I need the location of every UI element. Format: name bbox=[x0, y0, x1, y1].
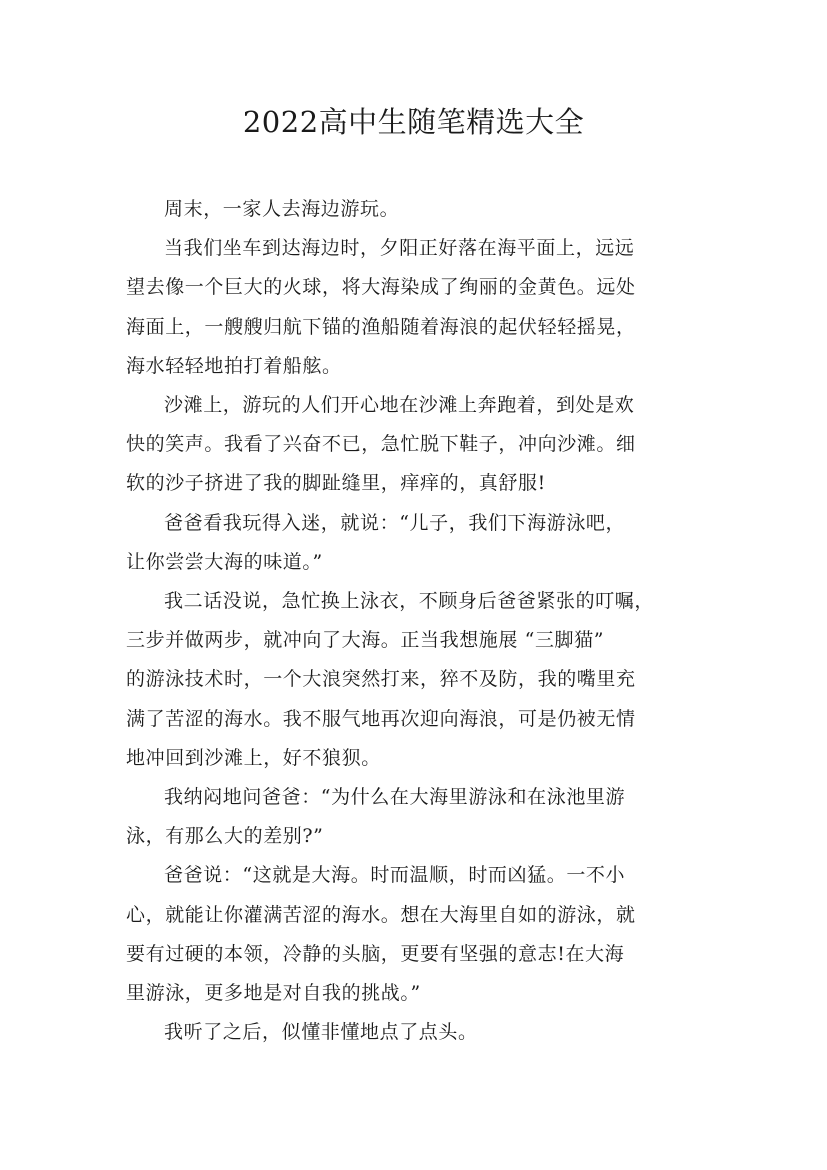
text-line: 海水轻轻地拍打着船舷。 bbox=[126, 354, 342, 377]
text-line: 海面上，一艘艘归航下锚的渔船随着海浪的起伏轻轻摇晃， bbox=[126, 315, 636, 338]
text-line: 爸爸看我玩得入迷，就说：“儿子，我们下海游泳吧， bbox=[164, 511, 626, 534]
text-line: 的游泳技术时，一个大浪突然打来，猝不及防，我的嘴里充 bbox=[126, 668, 636, 691]
text-line: 里游泳，更多地是对自我的挑战。” bbox=[126, 982, 421, 1005]
paragraph bbox=[126, 582, 704, 778]
text-line: 心，就能让你灌满苦涩的海水。想在大海里自如的游泳，就 bbox=[126, 903, 636, 926]
text-line: 我纳闷地问爸爸：“为什么在大海里游泳和在泳池里游 bbox=[164, 786, 626, 809]
paragraph bbox=[126, 778, 704, 856]
paragraph bbox=[126, 1013, 704, 1052]
text-line: 软的沙子挤进了我的脚趾缝里，痒痒的，真舒服! bbox=[126, 472, 546, 495]
paragraph bbox=[126, 229, 704, 386]
text-line: 快的笑声。我看了兴奋不已，急忙脱下鞋子，冲向沙滩。细 bbox=[126, 433, 636, 456]
text-line: 我听了之后，似懂非懂地点了点头。 bbox=[164, 1021, 478, 1044]
text-line: 要有过硬的本领，冷静的头脑，更要有坚强的意志!在大海 bbox=[126, 942, 625, 965]
text-line: 让你尝尝大海的味道。” bbox=[126, 550, 323, 573]
paragraph bbox=[126, 190, 704, 229]
text-line: 当我们坐车到达海边时，夕阳正好落在海平面上，远远 bbox=[164, 237, 635, 260]
paragraph bbox=[126, 504, 704, 582]
text-line: 望去像一个巨大的火球，将大海染成了绚丽的金黄色。远处 bbox=[126, 276, 636, 299]
text-line: 沙滩上，游玩的人们开心地在沙滩上奔跑着，到处是欢 bbox=[164, 394, 635, 417]
text-line: 泳，有那么大的差别?” bbox=[126, 825, 324, 848]
text-line: 地冲回到沙滩上，好不狼狈。 bbox=[126, 746, 381, 769]
text-line: 我二话没说，急忙换上泳衣，不顾身后爸爸紧张的叮嘱， bbox=[164, 590, 655, 613]
paragraph bbox=[126, 856, 704, 1013]
document-body bbox=[126, 190, 704, 1052]
text-line: 满了苦涩的海水。我不服气地再次迎向海浪，可是仍被无情 bbox=[126, 707, 636, 730]
text-line: 周末，一家人去海边游玩。 bbox=[164, 198, 400, 220]
text-line: 三步并做两步，就冲向了大海。正当我想施展 “三脚猫” bbox=[126, 629, 605, 652]
text-line: 爸爸说：“这就是大海。时而温顺，时而凶猛。一不小 bbox=[164, 864, 626, 887]
document-title: 2022高中生随笔精选大全 bbox=[242, 105, 585, 139]
paragraph bbox=[126, 386, 704, 504]
